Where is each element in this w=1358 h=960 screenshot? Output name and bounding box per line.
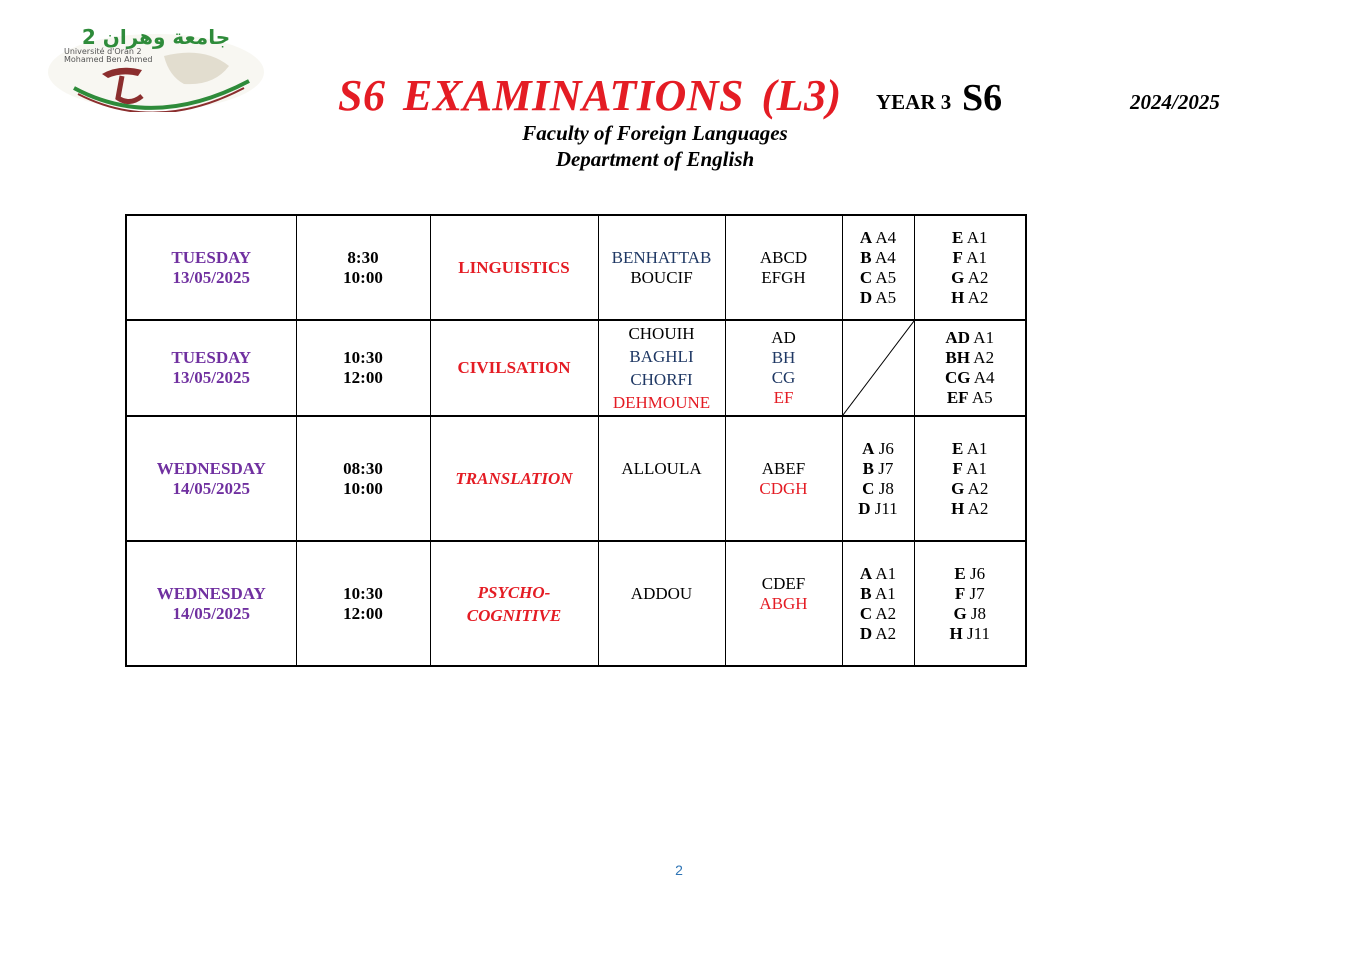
- exam-date: 13/05/2025: [172, 267, 250, 287]
- group-set: CDGH: [759, 478, 808, 498]
- page-title: S6 EXAMINATIONS (L3): [338, 71, 842, 120]
- subject-cell: [430, 320, 598, 416]
- start-time: 08:30: [343, 458, 383, 478]
- start-time: 10:30: [343, 348, 383, 367]
- room-assignment: C J8: [862, 478, 894, 498]
- time-cell: [296, 320, 430, 416]
- groups-cell: [725, 320, 842, 416]
- room-assignment: D J11: [858, 498, 898, 518]
- day-name: TUESDAY: [171, 348, 252, 367]
- teacher-name: ADDOU: [630, 583, 693, 603]
- page-number: 2: [675, 862, 683, 878]
- room-assignment: B J7: [862, 458, 894, 478]
- group-set: EF: [773, 388, 794, 407]
- diagonal-line: [843, 321, 914, 415]
- teacher-cell: [598, 215, 725, 320]
- rooms-cell: [914, 320, 1026, 416]
- room-assignment: E A1: [952, 227, 988, 247]
- rooms-cell: [914, 416, 1026, 541]
- room-assignment: C A2: [859, 603, 897, 623]
- end-time: 10:00: [343, 267, 383, 287]
- day-name: TUESDAY: [171, 247, 252, 267]
- teacher-cell: [598, 541, 725, 666]
- group-set: EFGH: [761, 267, 806, 287]
- room-assignment: D A2: [859, 623, 897, 643]
- day-cell: [126, 320, 296, 416]
- table-row: [126, 215, 1026, 320]
- teacher-name: DEHMOUNE: [612, 393, 711, 412]
- table-row: [126, 541, 1026, 666]
- subject-name: PSYCHO-: [477, 582, 551, 602]
- room-assignment: F A1: [952, 247, 987, 267]
- room-assignment: G J8: [953, 603, 987, 623]
- rooms-cell: [842, 541, 914, 666]
- rooms-cell: [914, 215, 1026, 320]
- room-assignment: B A1: [860, 583, 896, 603]
- group-set: ABCD: [759, 247, 808, 267]
- group-set: ABGH: [759, 593, 808, 613]
- room-assignment: A J6: [862, 438, 894, 458]
- room-assignment: F J7: [954, 583, 985, 603]
- day-cell: [126, 416, 296, 541]
- faculty-name: Faculty of Foreign Languages: [522, 121, 788, 145]
- room-assignment: CG A4: [944, 368, 995, 387]
- room-assignment: A A1: [859, 563, 897, 583]
- rooms-cell: [914, 541, 1026, 666]
- end-time: 12:00: [343, 368, 383, 387]
- teacher-name: ALLOULA: [621, 458, 702, 478]
- room-assignment: G A2: [951, 267, 989, 287]
- room-assignment: H J11: [949, 623, 990, 643]
- room-assignment: G A2: [951, 478, 989, 498]
- exam-date: 14/05/2025: [172, 478, 250, 498]
- subject-name: LINGUISTICS: [458, 257, 570, 277]
- exam-schedule-table: [125, 214, 1027, 667]
- exam-date: 13/05/2025: [172, 368, 250, 387]
- teacher-name: BAGHLI: [629, 347, 694, 366]
- day-name: WEDNESDAY: [156, 583, 266, 603]
- subject-name: CIVILSATION: [457, 358, 571, 377]
- subject-cell: [430, 416, 598, 541]
- subject-name: COGNITIVE: [466, 605, 562, 625]
- time-cell: [296, 541, 430, 666]
- subject-cell: [430, 215, 598, 320]
- end-time: 10:00: [343, 478, 383, 498]
- rooms-cell: [842, 215, 914, 320]
- department-name: Department of English: [555, 147, 755, 171]
- subject-cell: [430, 541, 598, 666]
- group-set: AD: [771, 328, 796, 347]
- group-set: CG: [771, 368, 796, 387]
- svg-text:Université d'Oran 2: Université d'Oran 2: [64, 47, 142, 56]
- room-assignment: C A5: [859, 267, 897, 287]
- room-assignment: AD A1: [945, 328, 995, 347]
- empty-diagonal-cell: [842, 320, 914, 416]
- subject-name: TRANSLATION: [455, 468, 573, 488]
- rooms-cell: [842, 416, 914, 541]
- table-row: [126, 416, 1026, 541]
- start-time: 8:30: [347, 247, 379, 267]
- room-assignment: B A4: [860, 247, 896, 267]
- teacher-name: BENHATTAB: [611, 247, 712, 267]
- day-name: WEDNESDAY: [156, 458, 266, 478]
- teacher-name: BOUCIF: [630, 267, 693, 287]
- room-assignment: EF A5: [946, 388, 993, 407]
- semester-label: S6: [962, 77, 1003, 119]
- teacher-name: CHORFI: [630, 370, 693, 389]
- table-row: [126, 320, 1026, 416]
- teacher-cell: [598, 416, 725, 541]
- time-cell: [296, 215, 430, 320]
- groups-cell: [725, 541, 842, 666]
- group-set: BH: [771, 348, 796, 367]
- room-assignment: E A1: [952, 438, 988, 458]
- room-assignment: H A2: [951, 287, 989, 307]
- academic-year: 2024/2025: [1130, 90, 1220, 114]
- exam-date: 14/05/2025: [172, 603, 250, 623]
- svg-text:Mohamed Ben Ahmed: Mohamed Ben Ahmed: [64, 55, 153, 64]
- group-set: CDEF: [761, 573, 806, 593]
- room-assignment: A A4: [859, 227, 897, 247]
- day-cell: [126, 215, 296, 320]
- group-set: ABEF: [761, 458, 806, 478]
- room-assignment: D A5: [859, 287, 897, 307]
- room-assignment: H A2: [951, 498, 989, 518]
- room-assignment: BH A2: [945, 348, 995, 367]
- teacher-name: CHOUIH: [628, 324, 695, 343]
- start-time: 10:30: [343, 583, 383, 603]
- day-cell: [126, 541, 296, 666]
- svg-text:جامعة وهران 2: جامعة وهران 2: [81, 26, 231, 49]
- university-logo: [44, 26, 270, 112]
- groups-cell: [725, 215, 842, 320]
- end-time: 12:00: [343, 603, 383, 623]
- room-assignment: E J6: [954, 563, 986, 583]
- teacher-cell: [598, 320, 725, 416]
- groups-cell: [725, 416, 842, 541]
- year-label: YEAR 3: [876, 90, 952, 114]
- room-assignment: F A1: [952, 458, 987, 478]
- time-cell: [296, 416, 430, 541]
